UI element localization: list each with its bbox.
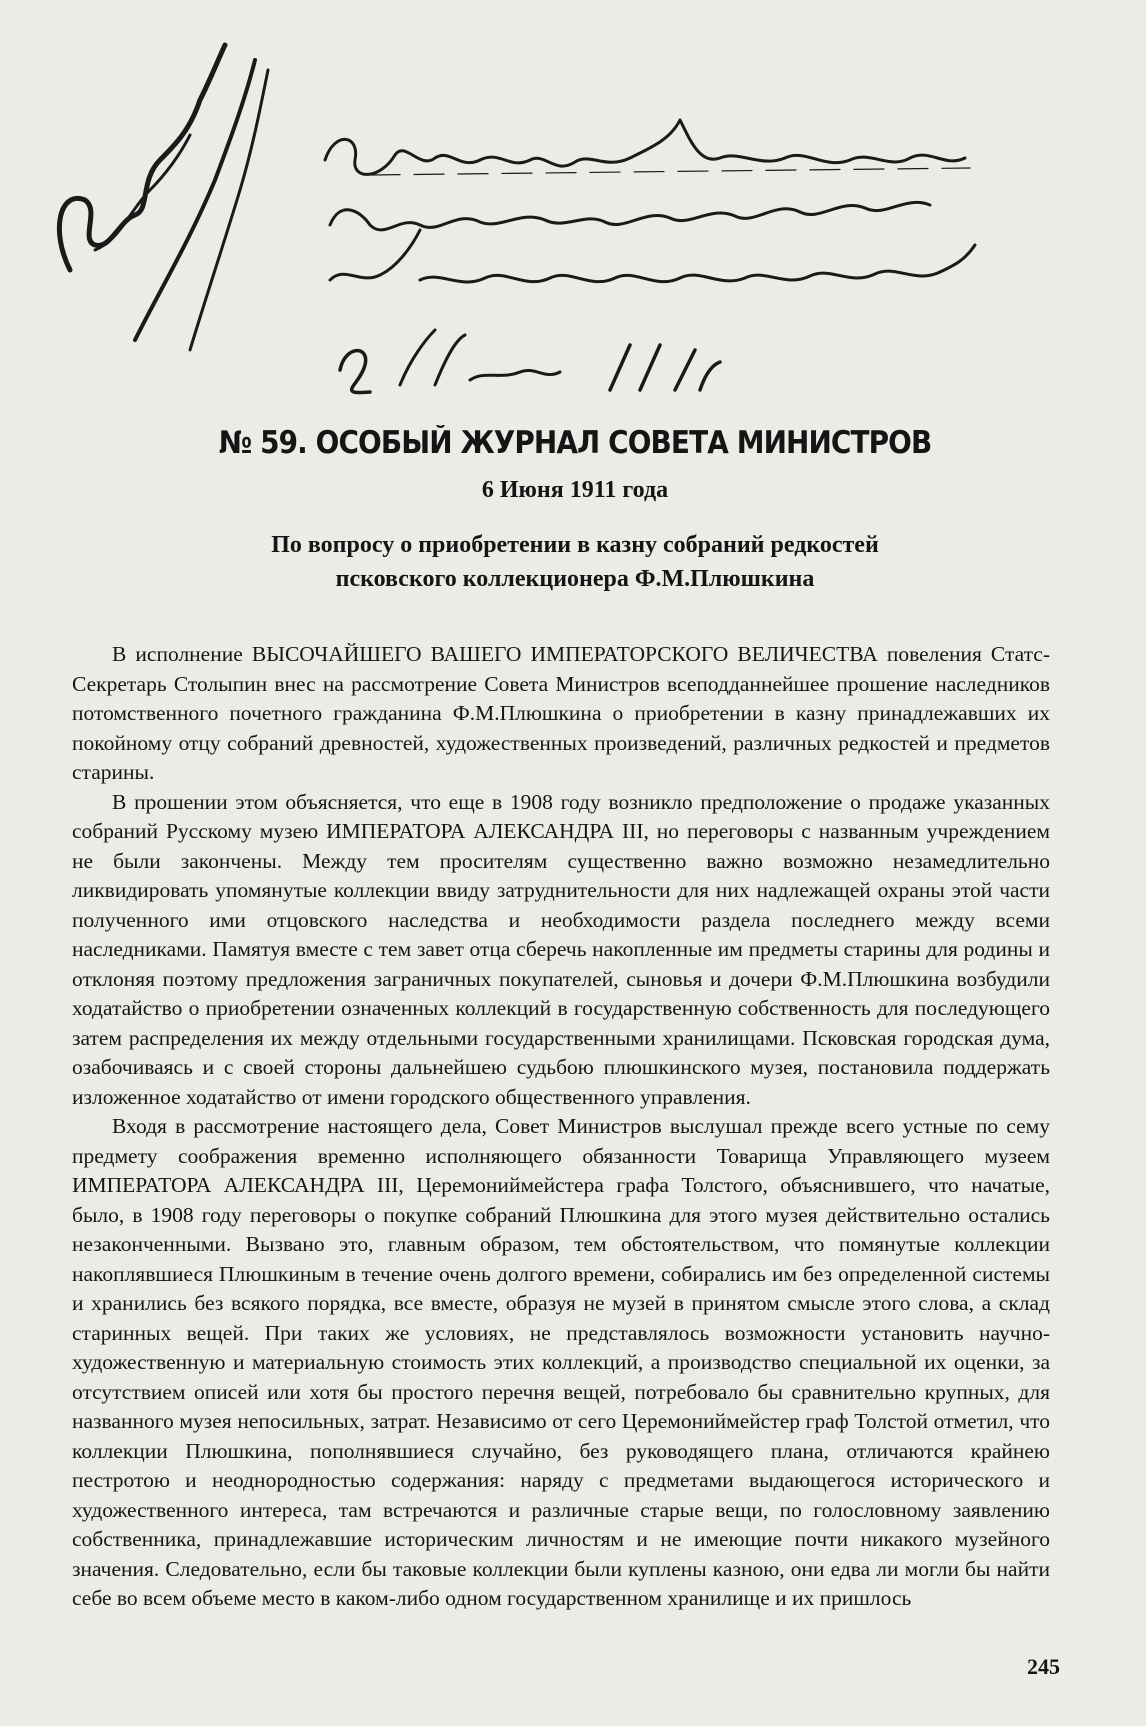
subject-line: псковского коллекционера Ф.М.Плюшкина	[335, 566, 815, 592]
document-date: 6 Июня 1911 года	[481, 477, 669, 503]
paragraph: В исполнение ВЫСОЧАЙШЕГО ВАШЕГО ИМПЕРАТОРСКОГО ВЕЛИЧЕСТВА повеления Статс-Секретарь Столыпин внес на рассмотрение Совета Министров всеподданнейшее прошение наследников потомственного почетного гражданина Ф.М.Плюшкина о приобретении в казну принадлежавших их покойному отцу собраний древностей, художественных произведений, различных редкостей и предметов старины.	[72, 642, 1050, 784]
paragraph: Входя в рассмотрение настоящего дела, Совет Министров выслушал прежде всего устные по сему предмету соображения временно исполняющего обязанности Товарища Управляющего музеем ИМПЕРАТОРА АЛЕКСАНДРА III, Церемониймейстера графа Толстого, объяснившего, что начатые, было, в 1908 году переговоры о покупке собраний Плюшкина для этого музея действительно остались незаконченными. Вызвано это, главным образом, тем обстоятельством, что помянутые коллекции накоплявшиеся Плюшкиным в течение очень долгого времени, собирались им без определенной системы и хранились без всякого порядка, все вместе, образуя не музей в принятом смысле этого слова, а склад старинных вещей. При таких же условиях, не представлялось возможности установить научно-художественную и материальную стоимость этих коллекций, а производство специальной их оценки, за отсутствием описей или хотя бы простого перечня вещей, потребовало бы сравнительно крупных, для названного музея непосильных, затрат. Независимо от сего Церемониймейстер граф Толстой отметил, что коллекции Плюшкина, пополнявшиеся случайно, без руководящего плана, отличаются крайнею пестротою и неоднородностью содержания: наряду с предметами выдающегося исторического и художественного интереса, там встречаются и различные старые вещи, по голословному заявлению собственника, принадлежавшие историческим личностям и не имеющие почти никакого музейного значения. Следовательно, если бы таковые коллекции были куплены казною, они едва ли могли бы найти себе во всем объеме место в каком-либо одном государственном хранилище и их пришлось	[72, 1114, 1050, 1610]
page-number: 245	[1027, 1654, 1060, 1679]
paragraph: В прошении этом объясняется, что еще в 1908 году возникло предположение о продаже указанных собраний Русскому музею ИМПЕРАТОРА АЛЕКСАНДРА III, но переговоры с названным учреждением не были закончены. Между тем просителям существенно важно возможно незамедлительно ликвидировать упомянутые коллекции ввиду затруднительности для них надлежащей охраны этой части полученного ими отцовского наследства и необходимости раздела последнего между всеми наследниками. Памятуя вместе с тем завет отца сберечь накопленные им предметы старины для родины и отклоняя поэтому предложения заграничных покупателей, сыновья и дочери Ф.М.Плюшкина возбудили ходатайство о приобретении означенных коллекций в государственную собственность для последующего затем распределения их между отдельными государственными хранилищами. Псковская городская дума, озабочиваясь и с своей стороны дальнейшею судьбою плюшкинского музея, постановила поддержать изложенное ходатайство от имени городского общественного управления.	[72, 789, 1050, 1109]
document-title: № 59. ОСОБЫЙ ЖУРНАЛ СОВЕТА МИНИСТРОВ	[218, 425, 932, 461]
document-subject	[60, 528, 1090, 596]
document-body	[72, 640, 1050, 1614]
document-header	[60, 425, 1090, 596]
handwritten-annotation	[40, 40, 1080, 400]
subject-line: По вопросу о приобретении в казну собраний редкостей	[271, 532, 879, 558]
handwriting-drawing	[40, 40, 1080, 400]
